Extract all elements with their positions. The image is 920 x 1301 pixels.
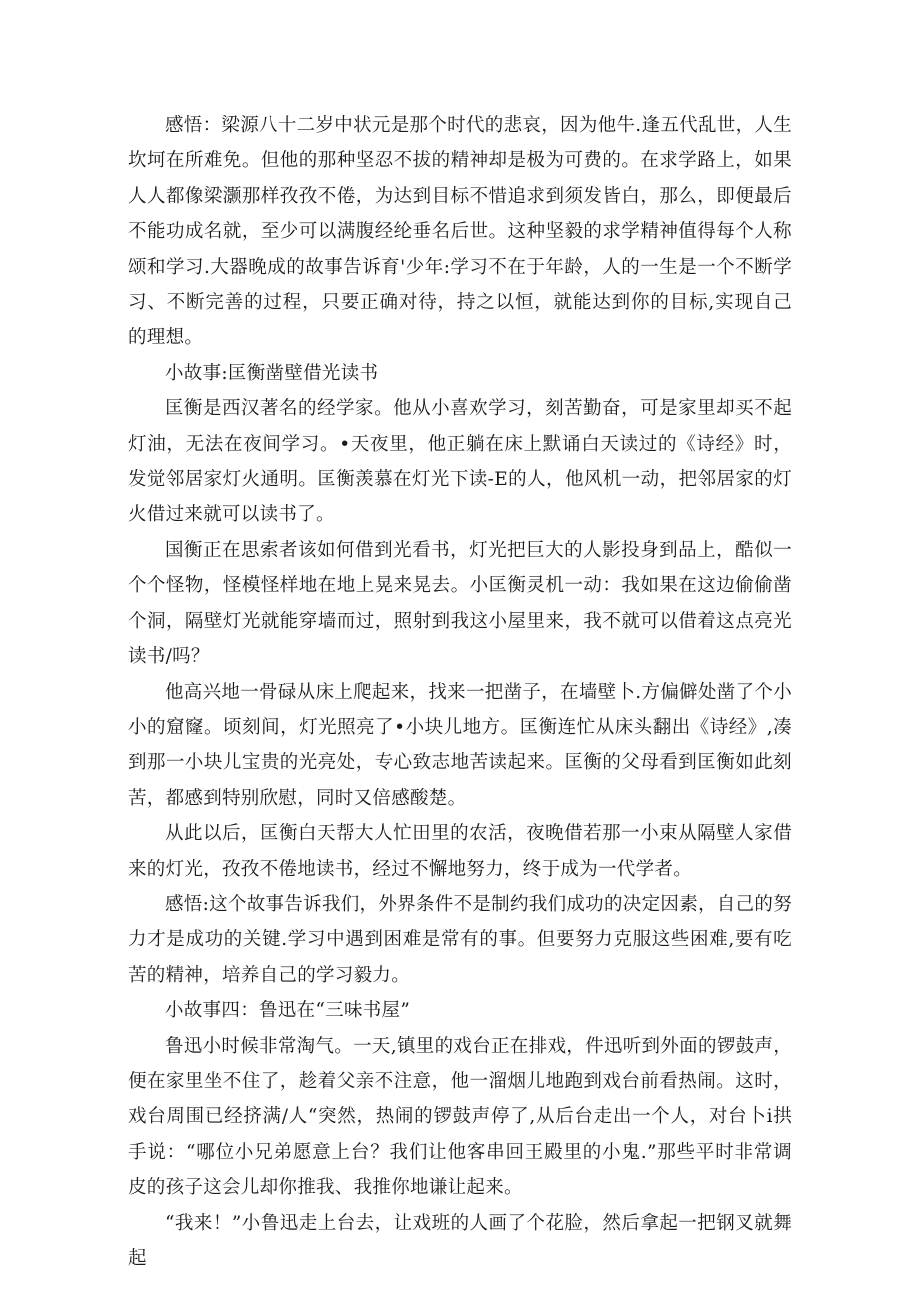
story-heading-luxun: 小故事四：鲁迅在“三味书屋”: [165, 1000, 411, 1022]
paragraph-luxun-volunteer: “我来！”小鲁迅走上台去，让戏班的人画了个花脸，然后拿起一把钢叉就舞起: [128, 1212, 792, 1269]
paragraph-kuangheng-thinking: 国衡正在思索者该如何借到光看书，灯光把巨大的人影投身到品上，酷似一个个怪物，怪模怪样地在地上晃来晃去。小匡衡灵机一动：我如果在这边偷偷凿个洞，隔壁灯光就能穿墙而过，照射到我这小屋里来，我不就可以借着这点亮光读书/吗？: [128, 539, 792, 668]
paragraph-reflection-kuangheng: 感悟:这个故事告诉我们，外界条件不是制约我们成功的决定因素，自己的努力才是成功的关键.学习中遇到困难是常有的事。但要努力克服这些困难,要有吃苦的精神，培养自己的学习毅力。: [128, 893, 792, 986]
paragraph-luxun-opera: 鲁迅小时候非常淘气。一天,镇里的戏台正在排戏，件迅听到外面的锣鼓声，便在家里坐不住了，趁着父亲不注意，他一溜烟儿地跑到戏台前看热闹。这时，戏台周围已经挤满/人“突然，热闹的锣鼓声停了,从后台走出一个人，对台卜i拱手说：“哪位小兄弟愿意上台？我们让他客串回王殿里的小鬼.”那些平时非常调皮的孩子这会儿却你推我、我推你地谦让起来。: [128, 1035, 792, 1199]
paragraph-kuangheng-intro: 匡衡是西汉著名的经学家。他从小喜欢学习，刻苦勤奋，可是家里却买不起灯油，无法在夜间学习。•天夜里，他正躺在床上默诵白天读过的《诗经》时，发觉邻居家灯火通明。匡衡羡慕在灯光下读-E的人，他风机一动，把邻居家的灯火借过来就可以读书了。: [128, 398, 792, 526]
paragraph-kuangheng-scholar: 从此以后，匡衡白天帮大人忙田里的农活，夜晚借若那一小束从隔壁人家借来的灯光，孜孜不倦地读书，经过不懈地努力，终于成为一代学者。: [128, 823, 792, 880]
paragraph-kuangheng-chisel: 他高兴地一骨碌从床上爬起来，找来一把凿子，在墙壁卜.方偏僻处凿了个小小的窟窿。顷刻间，灯光照亮了•小块儿地方。匡衡连忙从床头翻出《诗经》,凑到那一小块儿宝贵的光亮处，专心致志地苦读起来。匡衡的父母看到匡衡如此刻苦，都感到特别欣慰，同时又倍感酸楚。: [128, 681, 792, 809]
paragraph-reflection-liang: 感悟：梁源八十二岁中状元是那个时代的悲哀，因为他牛.逢五代乱世，人生坎坷在所难免。但他的那种坚忍不拔的精神却是极为可费的。在求学路上，如果人人都像梁灏那样孜孜不倦，为达到目标不惜追求到须发皆白，那么，即便最后不能功成名就，至少可以满腹经纶垂名后世。这种坚毅的求学精神值得每个人称颂和学习.大器晚成的故事告诉育'少年:学习不在于年龄，人的一生是一个不断学习、不断完善的过程，只要正确对待，持之以恒，就能达到你的目标,实现自己的理想。: [128, 115, 792, 349]
document-page: [128, 108, 792, 1276]
story-heading-kuangheng: 小故事:匡衡凿壁借光读书: [165, 362, 379, 384]
